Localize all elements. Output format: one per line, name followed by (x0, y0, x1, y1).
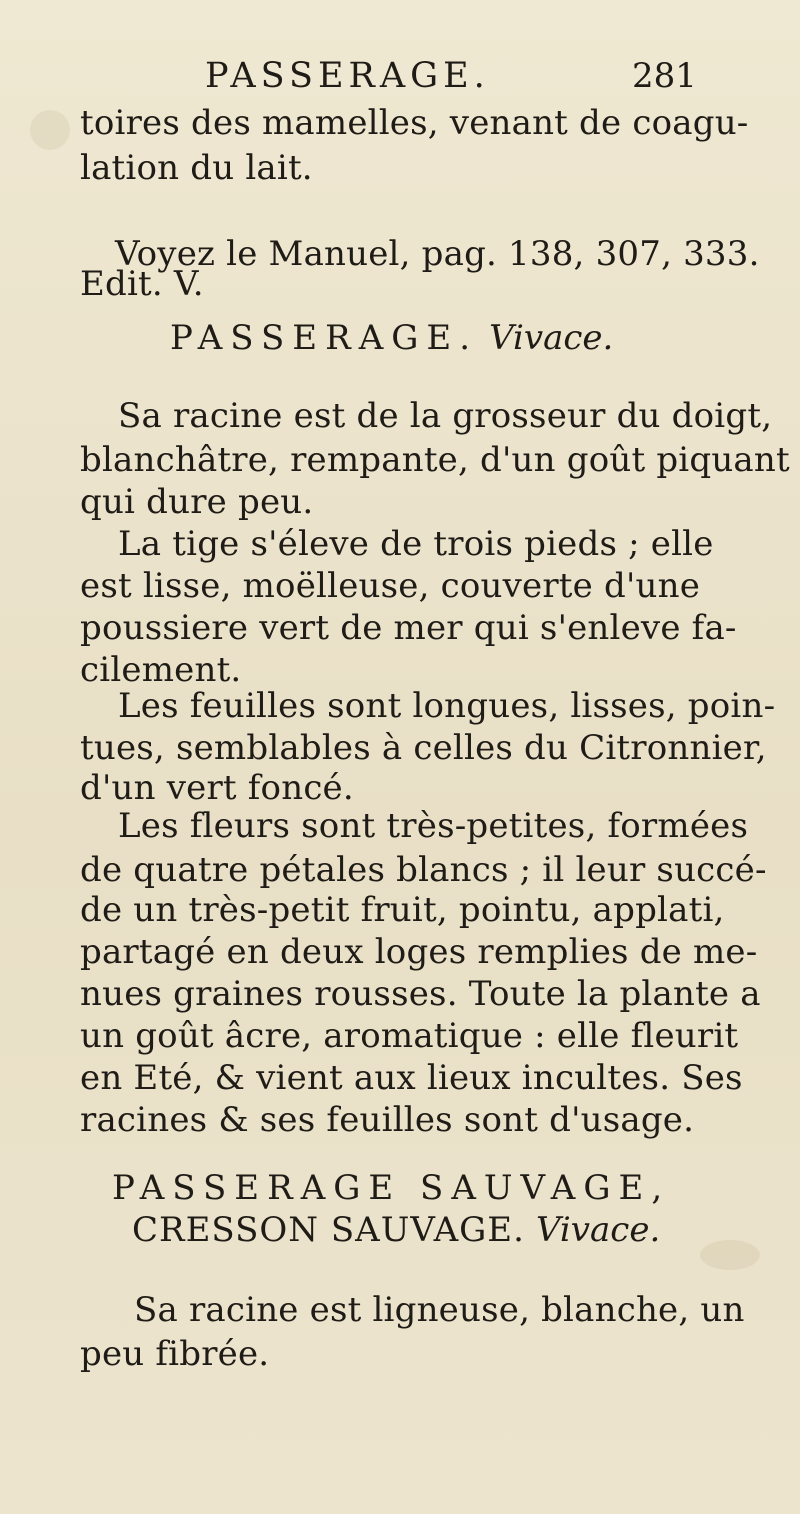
text-line: peu fibrée. (80, 1334, 270, 1374)
page-number: 281 (632, 56, 697, 96)
text-line: nues graines rousses. Toute la plante a (80, 974, 761, 1014)
section-title: PASSERAGE SAUVAGE, (112, 1168, 671, 1208)
section-subtitle: Vivace. (489, 318, 614, 358)
text-line: Les fleurs sont très-petites, formées (118, 806, 749, 846)
paper-stain (30, 110, 70, 150)
text-line: blanchâtre, rempante, d'un goût piquant (80, 440, 790, 480)
text-line: cilement. (80, 650, 242, 690)
paper-stain (700, 1240, 760, 1270)
section-heading (132, 1210, 660, 1250)
text-line: Sa racine est de la grosseur du doigt, (118, 396, 773, 436)
text-line: partagé en deux loges remplies de me- (80, 932, 758, 972)
text-line: en Eté, & vient aux lieux incultes. Ses (80, 1058, 743, 1098)
text-line: un goût âcre, aromatique : elle fleurit (80, 1016, 739, 1056)
running-head: PASSERAGE. (205, 56, 490, 96)
text-line: lation du lait. (80, 148, 313, 188)
text-line: de quatre pétales blancs ; il leur succé- (80, 850, 767, 890)
text-line: qui dure peu. (80, 482, 314, 522)
text-line: racines & ses feuilles sont d'usage. (80, 1100, 695, 1140)
text-line: toires des mamelles, venant de coagu- (80, 103, 749, 143)
text-line: est lisse, moëlleuse, couverte d'une (80, 566, 701, 606)
section-title: PASSERAGE. (170, 318, 479, 358)
text-line: tues, semblables à celles du Citronnier, (80, 728, 767, 768)
text-line: Edit. V. (80, 264, 204, 304)
section-subtitle: Vivace. (535, 1210, 661, 1250)
text-line: Voyez le Manuel, pag. 138, 307, 333. (115, 234, 760, 274)
text-line: Sa racine est ligneuse, blanche, un (134, 1290, 745, 1330)
section-title: CRESSON SAUVAGE. (132, 1210, 525, 1250)
text-line: de un très-petit fruit, pointu, applati, (80, 890, 725, 930)
text-line: poussiere vert de mer qui s'enleve fa- (80, 608, 737, 648)
text-line: d'un vert foncé. (80, 768, 354, 808)
section-heading (170, 318, 613, 358)
text-line: Les feuilles sont longues, lisses, poin- (118, 686, 776, 726)
text-line: La tige s'éleve de trois pieds ; elle (118, 524, 714, 564)
